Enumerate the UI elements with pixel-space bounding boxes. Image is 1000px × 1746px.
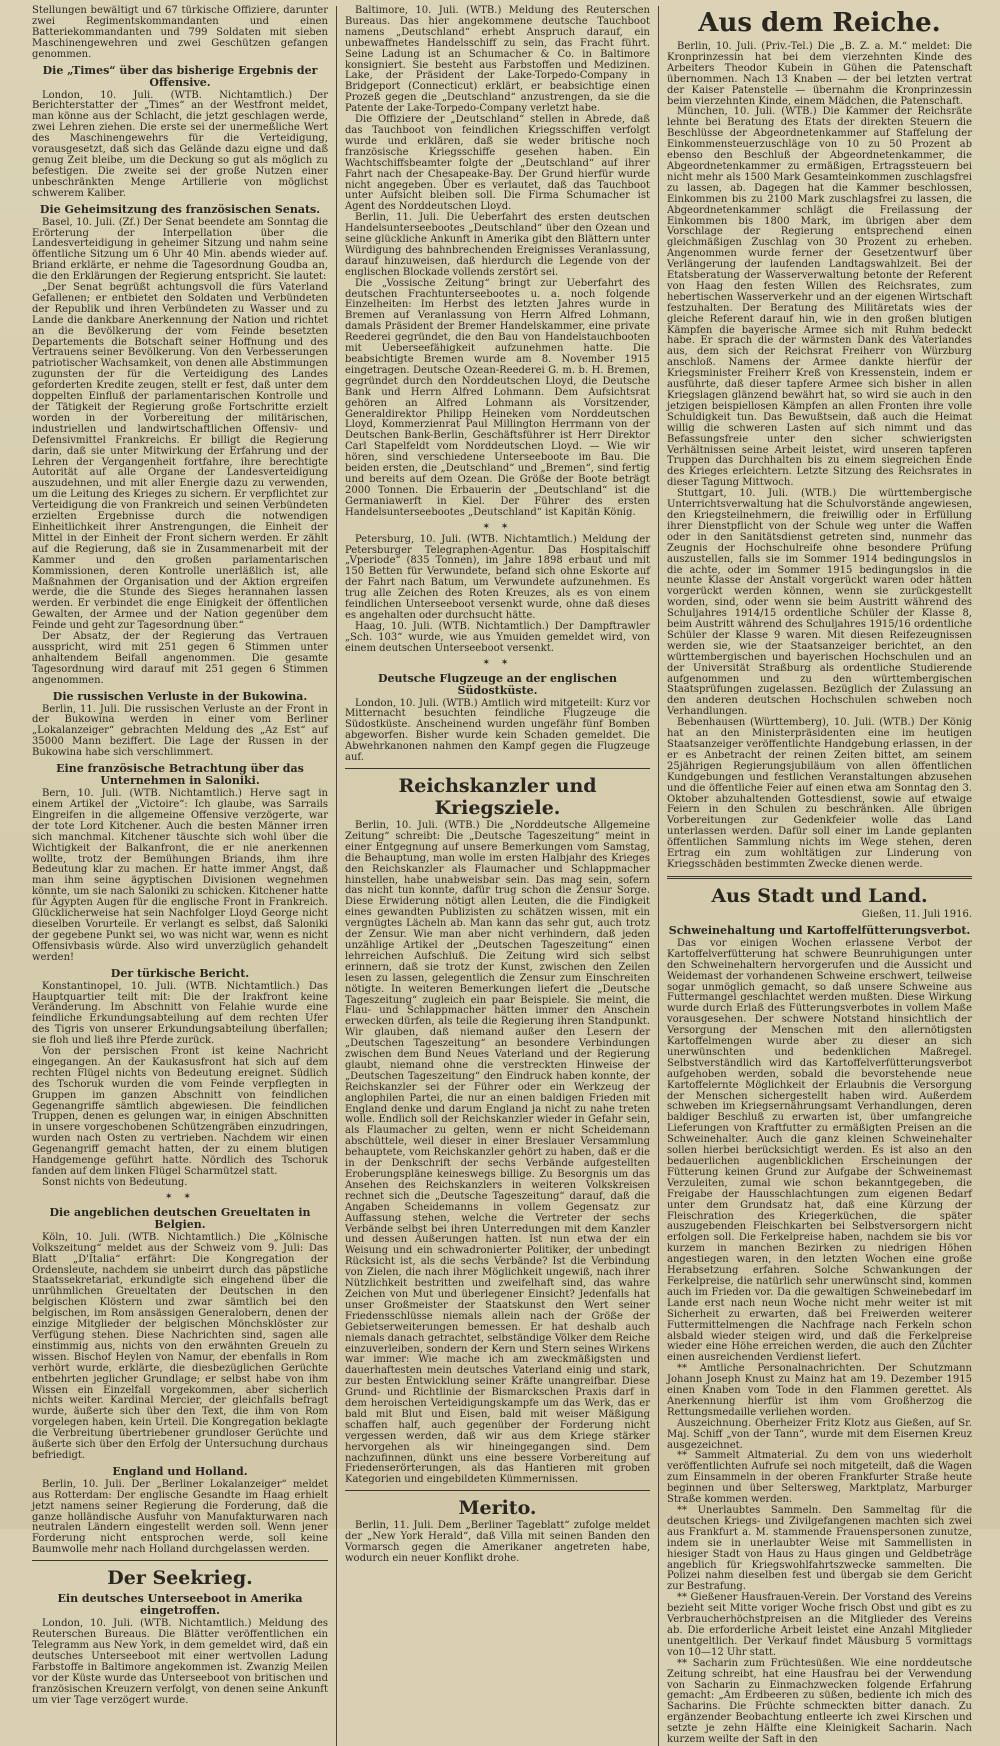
article-text: London, 10. Juli. (WTB.) Amtlich wird mitgeteilt: Kurz vor Mitternacht besuchten feindliche Flugzeuge die Südostküste. Anscheinend wurden ungefähr fünf Bomben abgeworfen. Bisher wurde kein Schaden gemeldet. Die Abwehrkanonen nahmen den Kampf gegen die Flugzeuge auf. xyxy=(345,697,650,764)
article-text: ** Sammelt Altmaterial. Zu dem von uns wiederholt veröffentlichten Aufrufe sei noch mitgeteilt, daß die Wagen zum Einsammeln in der oberen Frankfurter Straße heute beginnen und über Seltersweg, Marktplatz, Marburger Straße kommen werden. xyxy=(667,1450,972,1506)
article-text: London, 10. Juli. (WTB. Nichtamtlich.) Meldung des Reuterschen Bureaus. Die Blätter veröffentlichen ein Telegramm aus New York, in dem gemeldet wird, daß ein deutsches Unterseeboot mit einer wertvollen Ladung Farbstoffe in Baltimore angekommen ist. Zwanzig Meilen vor der Küste wurde das Unterseeboot von britischen und französischen Kreuzern verfolgt, von denen seine Ankunft um vier Tage verzögert wurde. xyxy=(32,1618,328,1706)
article-text: Berlin, 11. Juli. Die russischen Verluste an der Front in der Bukowina werden in einer vom Berliner „Lokalanzeiger“ gebrachten Meldung des „Az Est“ auf 35000 Mann beziffert. Die Lage der Russen in der Bukowina habe sich verschlimmert. xyxy=(32,703,328,759)
column-right xyxy=(658,6,980,1746)
article-text: Das vor einigen Wochen erlassene Verbot der Kartoffelverfütterung hat schwere Beunruhigungen unter den Schweinehaltern hervorgerufen und die Aussicht und Weidemast der vorhandenen Schweine erschwert, teilweise sogar unmöglich gemacht, so daß unsere Schweine aus Futtermangel geschlachtet werden mußten. Diese Wirkung wurde durch Erlaß des Fütterungsverbotes in vollem Maße vorausgesehen. Der schwere Notstand hinsichtlich der Versorgung der Menschen mit den allernötigsten Kartoffelmengen wurde aber zu dieser an sich unerwünschten und bedenklichen Maßregel. Selbstverständlich wird das Kartoffelverfütterungsverbot aufgehoben werden, sobald die bevorstehende neue Kartoffelernte Möglichkeit der Erlaubnis die Versorgung der Menschen sichergestellt haben wird. Außerdem schweben im Kriegsernährungsamt Verhandlungen, deren baldiger Beschluß zu erwarten ist, über umfangreiche Lieferungen von Kraftfutter zu ermäßigten Preisen an die Schweinehalter. Auch die ganz kleinen Schweinehalter sollen hierbei berücksichtigt werden. Es ist also an den bedauerlichen augenblicklichen Erscheinungen der Fütterung keinen Grund zur Aufgabe der Schweinemast Verzuleiten, zumal wie schon bekanntgegeben, die Freigabe der Hausschlachtungen zum eigenen Bedarf unter dem Grundsatz hat, daß eine Kürzung der Fleischration des Kriegerküchen, die später auszugebenden Fleischkarten bei Selbstversorgern nicht erfolgen soll. Die Ferkelpreise haben, nachdem sie bis vor kurzem in manchen Bezirken zu niedrigen Höhen angestiegen waren, in den letzten Wochen eine große Herabsetzung erfahren. Solche Schwankungen der Ferkelpreise, die natürlich sehr unerwünscht sind, kommen auch im Frieden vor. Da die gewaltigen Schweinebedarf im Lande erst nach neun Woche nicht mehr weiter ist mit Sicherheit zu erwarten, daß bei Freiwerden weiterer Futtermittelmengen die Nachfrage nach Ferkeln schon alsbald wieder steigen wird, und daß die Ferkelpreise wieder eine Höhe erreichen werden, die auch den Züchter einen ausreichenden Verdienst liefert. xyxy=(667,937,972,1364)
headline-england: England und Holland. xyxy=(112,1464,248,1478)
article-text: London, 10. Juli. (WTB. Nichtamtlich.) Der Berichterstatter der „Times“ an der Westfront meldet, man könne aus der Schlacht, die jetzt geschlagen werde, zwei Lehren ziehen. Die erste sei der unermeßliche Wert des Maschinengewehrs für die Verteidigung, vorausgesetzt, daß sich das Gelände dazu eigne und daß genug Zeit bleibe, um die Deckung so gut als möglich zu befestigen. Die zweite sei der große Nutzen einer unbeschränkten Menge Artillerie von möglichst schwerem Kaliber. xyxy=(32,89,328,199)
headline-senat: Die Geheimsitzung des französischen Senats. xyxy=(39,202,321,216)
divider xyxy=(345,1490,650,1491)
article-text: Baltimore, 10. Juli. (WTB.) Meldung des Reuterschen Bureaus. Das hier angekommene deutsche Tauchboot namens „Deutschland“ erhebt Anspruch darauf, ein unbewaffnetes Handelsschiff zu sein, das Fracht führt. Seine Ladung ist an Schumacher & Co. in Baltimore konsigniert. Sie besteht aus Farbstoffen und Medizinen. Lake, der Präsident der Lake-Torpedo-Company in Bridgeport (Connecticut) erklärt, er beabsichtige einen Prozeß gegen die „Deutschland“ anzustrengen, da sie die Patente der Lake-Torpedo-Company verletzt habe. xyxy=(345,5,650,115)
headline-saloniki: Eine französische Betrachtung über das Unternehmen in Saloniki. xyxy=(56,762,304,788)
section-title-seekrieg: Der Seekrieg. xyxy=(107,1567,253,1590)
separator: ✶ ✶ xyxy=(165,1191,195,1202)
article-text: ** Sacharin zum Früchtesüßen. Wie eine norddeutsche Zeitung schreibt, hat eine Hausfrau bei der Verwendung von Sacharin zu Einmachzwecken folgende Erfahrung gemacht: „Am Erdbeeren zu süßen, bediente ich mich des Sacharins. Die Früchte schmeckten bitter danach. Zu ergänzender Beobachtung entleerte ich zwei Kirschen und setzte je zehn Hälfte eine Kleinigkeit Sacharin. Nach kurzem weilte der Saft in den xyxy=(667,1657,972,1746)
article-text: Konstantinopel, 10. Juli. (WTB. Nichtamtlich.) Das Hauptquartier teilt mit: Die der Irakfront keine Veränderung. Im Abschnitt von Felahie wurde eine feindliche Erkundungsabteilung auf dem rechten Ufer des Tigris von unserer Erkundungsabteilung überfallen; sie floh und ließ ihre Pferde zurück. xyxy=(32,980,328,1047)
article-text: Berlin, 10. Juli. (WTB.) Die „Norddeutsche Allgemeine Zeitung“ schreibt: Die „Deutsche Tageszeitung“ meint in einer Entgegnung auf unsere Bemerkungen vom Samstag, die Behauptung, man wolle im ersten Halbjahr des Krieges den Reichskanzler als Flaumacher und Schlappmacher hinstellen, habe unabweisbar sein. Das mag sein, sofern das nicht tun konnte, dafür trug schon die Zensur Sorge. Diese Erwiderung nötigt allen Leuten, die die Findigkeit eines gewandten Publizisten zu schätzen wissen, mit ein vergnügtes Lächeln ab. Man kann das sehr gut, auch trotz der Zensur. Wie man aber nicht verhindern, daß jeden unzählige Artikel der „Deutschen Tageszeitung“ einen lehrreichen Aufschluß. Die Zeitung wird sich selbst erinnern, daß sie trotz der Kunst, zwischen den Zeilen lesen zu lassen, gelegentlich die Zensur zum Einschreiten nötigte. In weiteren Bemerkungen liefert die „Deutsche Tageszeitung“ zugleich ein paar Beispiele. Sie meint, die Flau- und Schlappmacher hätten immer den Anschein erwecken dürfen, als teile die Regierung ihren Standpunkt. Wir glauben, daß niemand außer den Lesern der „Deutschen Tageszeitung“ an besondere Verbindungen zwischen dem Bund Neues Vaterland und der Regierung glaubt, niemand ohne die verstreckten Hinweise der „Deutschen Tageszeitung“ den Eindruck haben konnte, der Reichskanzler sei der Führer oder ein Werkzeug der anglophilen Partei, die nur an einen baldigen Frieden mit England denke und darum England ja nicht zu nahe treten wolle. Endlich soll der Reichskanzler wieder in Gefahr sein, als Flaumacher zu gelten, wenn er nicht Scheidemann abschüttele, weil dieser in einer Breslauer Versammlung behauptete, vom Reichskanzler gehört zu haben, daß er die in der Denkschrift der sechs Verbände aufgestellten Eroberungspläne keineswegs billige. Zu Besorgnis um das Ansehen des Reichskanzlers in weiteren Volkskreisen rechnet sich die „Deutsche Tageszeitung“ darauf, daß die Angaben Scheidemanns in vollem Gegensatz zur Auffassung stehen, welche die Vertreter der sechs Verbände selbst bei ihren Unterredungen mit dem Kanzler und dessen Äußerungen hatten. Ist nun etwa der ein Weisung und ein schwadronierter Politiker, der unbedingt Rücksicht ist, als die sechs Verbände? Ist die Verbindung von Zielen, die nach ihrer Möglichkeit ungewiß, nach ihrer Nützlichkeit bestritten und zweifelhaft sind, das wahre Zeichen von Mut und überlegener Einsicht? Jedenfalls hat unser Großmeister der Staatskunst den Wert seiner Friedensschlüsse niemals allein nach der Größe der Gebietserweiterungen bemessen. Er hat deshalb auch niemals danach getrachtet, selbständige Völker dem Reiche einzuverleiben, sondern der Kern und Stern seines Wirkens war immer: Wie mache ich am zweckmäßigsten und dauerhaftesten mein deutsches Vaterland einig und stark, zur besten Entwicklung seiner Kräfte unangreifbar. Diese Grund- und Richtlinie der Bismarckschen Praxis darf in dem heroischen Verteidigungskampfe um das Werk, das er bald mit Blut und Eisen, bald mit weiser Mäßigung schaffen half, auch gegenüber der Forderung nicht vergessen werden, daß wir aus dem Kriege stärker hervorgehen als wir hineingegangen sind. Dem nachzufinnen, dünkt uns eine bessere Vorbereitung auf Friedenserörterungen, als das Hantieren mit groben Kategorien und eingebildeten Kümmernissen. xyxy=(345,820,650,1486)
article-text: Berlin, 11. Juli. Dem „Berliner Tageblatt“ zufolge meldet der „New York Herald“, daß Villa mit seinen Banden den Vormarsch gegen die Amerikaner angetreten habe, wodurch ein neuer Konflikt drohe. xyxy=(345,1520,650,1564)
section-title-stadt-land: Aus Stadt und Land. xyxy=(711,884,928,907)
section-title-reichskanzler: Reichskanzler und Kriegsziele. xyxy=(398,775,597,819)
article-text: Berlin, 11. Juli. Die Ueberfahrt des ersten deutschen Handelsunterseebootes „Deutschland“ über den Ozean und seine glückliche Ankunft in Amerika gibt den Blättern unter Würdigung des bahnbrechenden Ereignisses Veranlassung, darauf hinzuweisen, daß hierdurch die Legende von der englischen Blockade vollends zerstört sei. xyxy=(345,212,650,278)
headline-tuerkisch: Der türkische Bericht. xyxy=(110,966,250,980)
article-text: ** Gießener Hausfrauen-Verein. Der Vorstand des Vereins bezieht seit Mitte voriger Woche frisch Obst und gibt es zu Verbraucherhöchstpreisen an die Mitglieder des Vereins ab. Die erforderliche Arbeit leistet eine Anzahl Mitglieder unentgeltlich. Der Verkauf findet Mäusburg 5 vormittags von 10—12 Uhr statt. xyxy=(667,1592,972,1658)
headline-belgien: Die angeblichen deutschen Greueltaten in Belgien. xyxy=(49,1205,311,1231)
headline-uboot-amerika: Ein deutsches Unterseeboot in Amerika eingetroffen. xyxy=(57,1592,303,1618)
section-title-reiche: Aus dem Reiche. xyxy=(698,8,941,38)
article-text: Stuttgart, 10. Juli. (WTB.) Die württembergische Unterrichtsverwaltung hat die Schulvorstände angewiesen, den Kriegsteilnehmern, die freiwillig oder in Erfüllung ihrer Dienstpflicht von der Schule weg unter die Waffen oder in den Sanitätsdienst getreten sind, nunmehr das Zeugnis der Hochschulreife ohne besondere Prüfung auszustellen, falls sie im Sommer 1914 bedingungslos in die achte, oder im Sommer 1915 bedingungslos in die neunte Klasse der Anstalt vorgerückt waren oder hätten vorgerückt werden können, wenn sie zurückgestellt worden, sind, oder wenn sie beim Austritt während des Schuljahres 1914/15 ordentliche Schüler der Klasse 8, beim Austritt während des Schuljahres 1915/16 ordentliche Schüler der Klasse 9 waren. Mit diesen Reifezeugnissen werden sie, wie der Staatsanzeiger berichtet, an den württembergischen und bayerischen Hochschulen und an der Universität Straßburg als ordentliche Studierende aufgenommen und zu den württembergischen Staatsprüfungen zugelassen. Bezüglich der Zulassung an den anderen deutschen Hochschulen schweben noch Verhandlungen. xyxy=(667,488,972,718)
column-left xyxy=(24,6,336,1746)
article-text: Auszeichnung. Oberheizer Fritz Klotz aus Gießen, auf Sr. Maj. Schiff „von der Tann“, wurde mit dem Eisernen Kreuz ausgezeichnet. xyxy=(667,1417,972,1451)
article-text: Petersburg, 10. Juli. (WTB. Nichtamtlich.) Meldung der Petersburger Telegraphen-Agentur. Das Hospitalschiff „Vperiode“ (835 Tonnen), im Jahre 1898 erbaut und mit 150 Betten für Verwundete, befand sich ohne Eskorte auf der Fahrt nach Batum, um Verwundete aufzunehmen. Es trug alle Zeichen des Roten Kreuzes, als es von einem feindlichen Unterseeboot versenkt wurde, ohne daß dieses es angehalten oder durchsucht hätte. xyxy=(345,533,650,621)
article-text: Berlin, 10. Juli. Der „Berliner Lokalanzeiger“ meldet aus Rotterdam: Der englische Gesandte im Haag erhielt jetzt namens seiner Regierung die Forderung, daß die ganze holländische Ausfuhr von Manufakturwaren nach neutralen Ländern eingestellt werden soll. Wenn jener Forderung nicht entsprochen werde, soll keine Baumwolle mehr nach Holland durchgelassen werden. xyxy=(32,1478,328,1556)
article-text: Der Absatz, der der Regierung das Vertrauen ausspricht, wird mit 251 gegen 6 Stimmen unter anhaltendem Beifall angenommen. Die gesamte Tagesordnung wird darauf mit 251 gegen 6 Stimmen angenommen. xyxy=(32,631,328,686)
divider xyxy=(32,1560,328,1561)
article-text: Köln, 10. Juli. (WTB. Nichtamtlich.) Die „Kölnische Volkszeitung“ meldet aus der Schweiz vom 9. Juli: Das Blatt „D'Italia“ erfährt: Die Kongregation der Ordensleute, nachdem sie unbeirrt durch das päpstliche Staatssekretariat, erkundigte sich eingehend über die unrühmlichen Greueltaten der Deutschen in den belgischen Klöstern und zwar sämtlich bei den belgischen, im Rom ansässigen Generalobern, denen der einzige Mitglieder der belgischen Mönchsklöster zur Verfügung stehen. Diese Nachrichten sind, sagen alle einstimmig aus, nichts von den erwähnten Greueln zu wissen. Bischof Heylen von Namur, der ebenfalls in Rom verhört wurde, erklärte, die diesbezüglichen Gerüchte entbehrten jeglicher Grundlage; er selbst habe von ihm Wissen ein Einzelfall vorgekommen, aber sicherlich nichts weiter. Kardinal Mercier, der gleichfalls befragt wurde, äußerte sich über den Text, die ihm von Rom vorgelegen haben, kein Urteil. Die Kongregation beklagte die Verbreitung übertriebener grundloser Gerüchte und äußerte sich über den Erfolg der Untersuchung durchaus befriedigt. xyxy=(32,1231,328,1461)
article-text: Von der persischen Front ist keine Nachricht eingegangen. An der Kaukasusfront hat sich auf dem rechten Flügel nichts von Bedeutung ereignet. Südlich des Tschoruk wurden die vom Feinde verpflegten in Gruppen im ganzen Abschnitt von feindlichen Gegenangriffe sämtlich abgewiesen. Die feindlichen Truppen, denen es gelungen war, in einigen Abschnitten in unsere vorgeschobenen Schützengräben einzudringen, wurden nach Osten zu vertrieben. Nachdem wir einen Gegenangriff gemacht hatten, der zu einem blutigen Handgemenge geführt hatte. Nördlich des Tschoruk fanden auf dem linken Flügel Scharmützel statt. xyxy=(32,1046,328,1177)
article-text: Bebenhausen (Württemberg), 10. Juli. (WTB.) Der König hat an den Ministerpräsidenten eine im heutigen Staatsanzeiger veröffentlichte Handgebung erlassen, in der er es Anbetracht der reinen Zeiten bittet, am seinem 25jährigen Regierungsjubiläum von allen öffentlichen Kundgebungen und festlichen Veranstaltungen abzusehen und die öffentliche Feier auf einen etwa am Sonntag den 3. Oktober abzuhaltenden Gottesdienst, sowie auf etwaige Feiern in den Schulen zu beschränken. Alle übrigen Vorbereitungen zur Gedenkfeier wolle das Land unterlassen werden. Dafür soll einer im Lande geplanten öffentlichen Sammlung nichts im Wege stehen, deren Ertrag ein zum wohltätigen zur Linderung von Kriegsschäden bestimmten Zwecke dienen werde. xyxy=(667,717,972,870)
divider xyxy=(345,768,650,769)
article-text: Basel, 10. Juli. (Zf.) Der Senat beendete am Sonntag die Erörterung der Interpellation über die Landesverteidigung in geheimer Sitzung und nahm seine öffentliche Sitzung um 6 Uhr 40 Min. abends wieder auf. Briand erklärte, er nehme die Tagesordnung Goudba an, die den Erklärungen der Regierung entspricht. Sie lautet: xyxy=(32,216,328,283)
separator: ✶ ✶ xyxy=(482,521,513,532)
article-text: ** Amtliche Personalnachrichten. Der Schutzmann Johann Joseph Knust zu Mainz hat am 19. Dezember 1915 einen Knaben vom Tode in den Flammen gerettet. Als Anerkennung hierfür ist ihm vom Großherzog die Rettungsmedaille verliehen worden. xyxy=(667,1363,972,1418)
headline-times: Die „Times“ über das bisherige Ergebnis der Offensive. xyxy=(42,63,318,89)
article-text: „Der Senat begrüßt achtungsvoll die fürs Vaterland Gefallenen; er entbietet den Soldaten und Verbündeten der Republik und ihren Verbündeten zu Wasser und zu Lande die dankbare Anerkennung der Nation und richtet an die Bevölkerung der vom Feinde besetzten Departements die Botschaft seiner Hoffnung und des Vertrauens seiner Bevölkerung. Von den Verbesserungen patriotischer Wachsamkeit, von denen alle Abstimmungen zugunsten der für die Verteidigung des Landes geforderten Kredite zeugen, stellt er fest, daß unter dem doppelten Einfluß der parlamentarischen Kontrolle und der Tätigkeit der Regierung große Fortschritte erzielt worden in der Vorbereitung der militärischen, industriellen und landwirtschaftlichen Offensiv- und Defensivmittel Frankreichs. Er billigt die Regierung darin, daß sie unter Mitwirkung der Erfahrung und der Lehren der Vergangenheit fortfahre, ihre berechtigte Autorität auf alle Organe der Landesverteidigung auszudehnen, und mit aller Energie dazu zu verwenden, um die Leitung des Krieges zu sichern. Er verpflichtet zur Verteidigung die von Frankreich und seinen Verbündeten erzielten Ergebnisse durch die notwendigen Einheitlichkeit ihrer Anstrengungen, die Einheit der Mittel in der Einheit der Front sichern werden. Er zählt auf die Regierung, daß sie in Zusammenarbeit mit der Kammer und den großen parlamentarischen Kommissionen, deren Kontrolle unerläßlich ist, alle Maßnahmen der Organisation und der Aktion ergreifen werde, die die Stunde des Sieges herannahen lassen werden. Er verbindet die enge Einigkeit der öffentlichen Gewalten, der Armee und der Nation gegenüber dem Feinde und geht zur Tagesordnung über.“ xyxy=(32,282,328,632)
article-text: Die „Vossische Zeitung“ bringt zur Ueberfahrt des deutschen Frachtunterseebootes u. a. noch folgende Einzelheiten: Im Herbst des letzten Jahres wurde in Bremen auf Veranlassung von Herrn Alfred Lohmann, damals Präsident der Bremer Handelskammer, eine private Reederei gegründet, die den Bau von Handelstauchbooten mit Ueberseefähigkeit aufzunehmen hatte. Die beabsichtigte Bremen wurde am 8. November 1915 eingetragen. Deutsche Ozean-Reederei G. m. b. H. Bremen, gegründet durch den Norddeutschen Lloyd, die Deutsche Bank und Herrn Alfred Lohmann. Dem Aufsichtsrat gehören an Alfred Lohmann als Vorsitzender, Generaldirektor Philipp Heineken vom Norddeutschen Lloyd, Kommerzienrat Paul Millington Herrmann von der Deutschen Bank-Berlin, Geschäftsführer ist Herr Direktor Carl Stapelfeldt vom Norddeutschen Lloyd. — Wie wir hören, sind verschiedene Unterseeboote im Bau. Die beiden ersten, die „Deutschland“ und „Bremen“, sind fertig und bereits auf dem Ozean. Die Größe der Boote beträgt 2000 Tonnen. Die Erbauerin der „Deutschland“ ist die Germaniawerft in Kiel. Der Führer des ersten Handelsunterseebootes „Deutschland“ ist Kapitän König. xyxy=(345,277,650,518)
article-text: Haag, 10. Juli. (WTB. Nichtamtlich.) Der Dampftrawler „Sch. 103“ wurde, wie aus Ymuiden gemeldet wird, von einem deutschen Unterseeboot versenkt. xyxy=(345,620,650,654)
column-middle xyxy=(336,6,658,1746)
headline-flugzeuge: Deutsche Flugzeuge an der englischen Südostküste. xyxy=(378,671,617,697)
divider xyxy=(667,876,972,879)
headline-schweinehaltung: Schweinehaltung und Kartoffelfütterungsverbot. xyxy=(668,923,971,937)
article-text: Berlin, 10. Juli. (Priv.-Tel.) Die „B. Z. a. M.“ meldet: Die Kronprinzessin hat bei dem vierzehnten Kinde des Arbeiters Theodor Kubein in Gühen die Patenschaft übernommen. Nach 13 Knaben — der bei letzten vertrat der Kaiser Patenstelle — übernahm die Kronprinzessin beim vierzehnten Kinde, einem Mädchen, die Patenschaft. xyxy=(667,41,972,107)
article-text: ** Unerlaubtes Sammeln. Den Sammeltag für die deutschen Kriegs- und Zivilgefangenen machten sich zwei aus Frankfurt a. M. stammende Frauenspersonen zunutze, indem sie in unerlaubter Weise mit Sammellisten in hiesiger Stadt von Haus zu Haus gingen und Geldbeträge angeblich für Kriegswohlfahrtszwecke sammelten. Die Polizei nahm dieselben fest und übergab sie dem Gericht zur Bestrafung. xyxy=(667,1505,972,1593)
article-text: Bern, 10. Juli. (WTB. Nichtamtlich.) Herve sagt in einem Artikel der „Victoire“: Ich glaube, was Sarrails Eingreifen in die allgemeine Offensive verzögerte, war der tote Lord Kitchener. Auch die besten Männer irren sich manchmal. Kitchener täuschte sich wohl über die Wichtigkeit der Balkanfront, die er nie anerkennen wollte, trotz der Bemühungen Briands, ihm ihre Bedeutung klar zu machen. Er hatte immer Angst, daß man ihm seine ägyptischen Divisionen wegnehmen könnte, um sie nach Saloniki zu schicken. Kitchener hatte für Ägypten Augen für die englische Front in Frankreich. Glücklicherweise hat sein Nachfolger Lloyd George nicht dieselben Vorurteile. Er verlangt es selbst, daß Saloniki der gegebene Punkt sei, wo was nicht war, wenn es nicht Offensivbasis würde. Also wird unverzüglich gehandelt werden! xyxy=(32,788,328,963)
article-text: München, 10. Juli. (WTB.) Die Kammer der Reichsräte lehnte bei Beratung des Etats der direkten Steuern die Beschlüsse der Abgeordnetenkammer auf Staffelung der Einkommensteuerzuschläge von 10 zu 50 Prozent ab ebenso den Beschluß der Abgeordnetenkammer, die Abgeordnetenkammer zu ermäßigen, Ertragssteuern bei nicht mehr als 1500 Mark Gesamteinkommen zuschlagsfrei zu lassen, ab. Dagegen hat die Kammer beschlossen, Einkommen bis zu 2100 Mark zuschlagsfrei zu lassen, die Abgeordnetenkammer schlägt die Freilassung der Einkommen bis 1800 Mark, im übrigen aber dem Vorschlage der Regierung entsprechend einen gleichmäßigen Zuschlag von 30 Prozent zu erheben. Angenommen wurde ferner der Gesetzentwurf über Verlängerung der laufenden Landtagswahlzeit. Bei der Etatsberatung der Wasserverwaltung betonte der Referent von Haag den festen Willen des Reichsrates, zum hebertischen Wasserverkehr und an der eigenen Wirtschaft festzuhalten. Der Beratung des Militäretats wies der gleiche Referent darauf hin, wie in den großen blutigen Kämpfen die bayerische Armee sich mit Ruhm bedeckt habe. Er sprach die der wärmsten Dank des Vaterlandes aus, dem sich der Reichsrat Freiherr von Würzburg anschloß. Namens der Armee dankte hierfür der Kriegsminister Freiherr Kreß von Kressenstein, indem er ausführte, daß dieser tapfere Armee sich bisher in allen Kriegslagen glänzend bewährt hat, so wird sie auch in den jetzigen beispiellosen Kämpfen an allen Fronten ihre volle Schuldigkeit tun. Das Bewußtsein, daß auch die Heimat willig die schweren Lasten auf sich nimmt und das Befassungsfreie unter den sicher schwierigsten Verhältnissen seine Arbeit leistet, wird unseren tapferen Truppen das Durchhalten bis zu einem siegreichen Ende des Krieges erleichtern. Letzte Sitzung des Reichsrates in dieser Tagung Mittwoch. xyxy=(667,106,972,489)
article-text: Sonst nichts von Bedeutung. xyxy=(42,1176,188,1188)
dateline: Gießen, 11. Juli 1916. xyxy=(861,908,972,920)
separator: ✶ ✶ xyxy=(482,657,513,668)
section-title-merito: Merito. xyxy=(458,1497,537,1520)
article-text: Stellungen bewältigt und 67 türkische Offiziere, darunter zwei Regimentskommandanten und einen Batteriekommandanten und 799 Soldaten mit sieben Maschinengewehren und zwei Geschützen gefangen genommen. xyxy=(32,5,328,60)
headline-bukowina: Die russischen Verluste in der Bukowina. xyxy=(52,689,308,703)
article-text: Die Offiziere der „Deutschland“ stellen in Abrede, daß das Tauchboot von feindlichen Kriegsschiffen verfolgt wurde und erklären, daß sie weder britische noch französische Kriegsschiffe gesehen haben. Ein Wachtschiffsbeamter folgte der „Deutschland“ auf ihrer Fahrt nach der Chesapeake-Bay. Der Grund hierfür wurde nicht angegeben. Über es verlautet, daß das Tauchboot unter Aufsicht bleiben soll. Die Firma Schumacher ist Agent des Norddeutschen Lloyd. xyxy=(345,114,650,213)
